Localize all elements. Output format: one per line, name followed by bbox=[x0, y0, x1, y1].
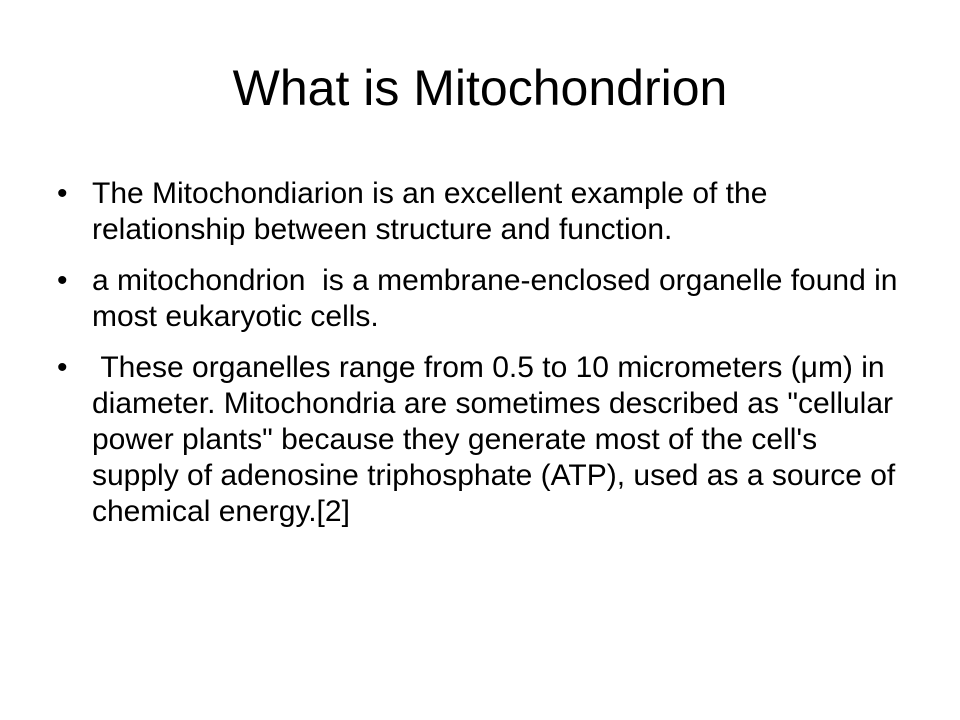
slide-title: What is Mitochondrion bbox=[232, 60, 728, 116]
bullet-item-structure-function bbox=[57, 176, 907, 248]
bullet-icon: • bbox=[57, 264, 68, 297]
bullet-list bbox=[57, 176, 907, 545]
bullet-icon: • bbox=[57, 351, 68, 384]
bullet-item-definition bbox=[57, 263, 907, 335]
bullet-text: These organelles range from 0.5 to 10 micrometers (μm) in diameter. Mitochondria are sometimes described as "cellular power plants" because they generate most of the cell's supply of adenosine triphosphate (ATP), used as a source of chemical energy.[2] bbox=[92, 351, 904, 528]
bullet-text: a mitochondrion is a membrane-enclosed organelle found in most eukaryotic cells. bbox=[92, 264, 906, 333]
bullet-text: The Mitochondiarion is an excellent example of the relationship between structure and function. bbox=[92, 177, 776, 246]
bullet-icon: • bbox=[57, 177, 68, 210]
bullet-item-size-and-energy bbox=[57, 350, 907, 530]
